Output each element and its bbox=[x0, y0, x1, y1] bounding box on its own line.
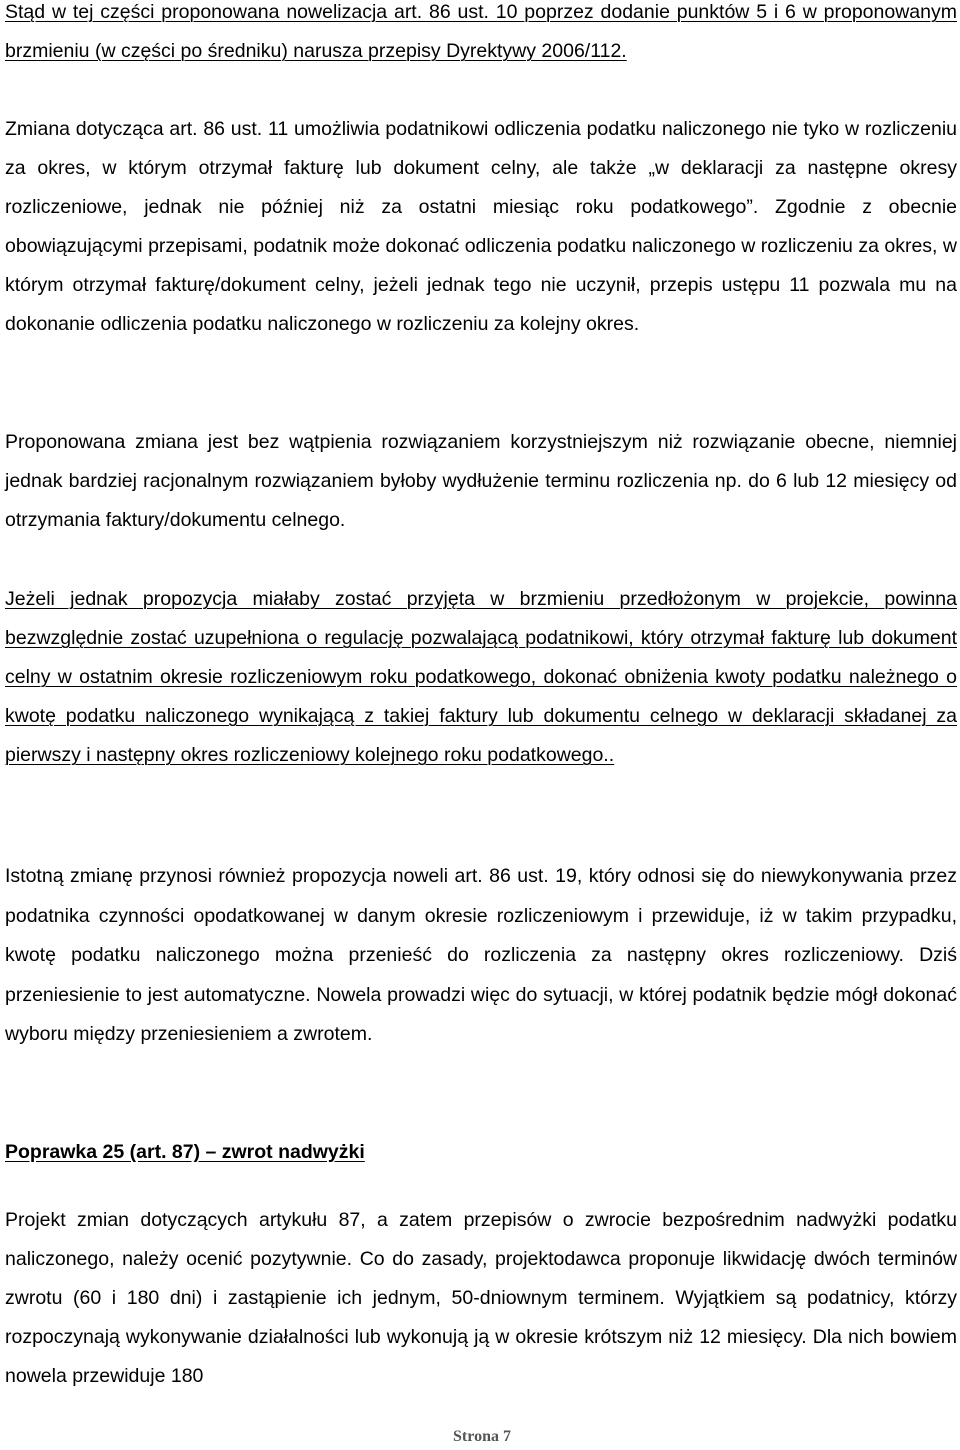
page-label: Strona bbox=[453, 1428, 499, 1445]
paragraph-art-87-refund: Projekt zmian dotyczących artykułu 87, a zatem przepisów o zwrocie bezpośrednim nadwyżki podatku naliczonego, należy ocenić pozytywnie. Co do zasady, projektodawca proponuje likwidację dwóch terminów zwrotu (60 i 180 dni) i zastąpienie ich jednym, 50-dniownym terminem. Wyjątkiem są podatnicy, którzy rozpoczynają wykonywanie działalności lub wykonują ją w okresie krótszym niż 12 miesięcy. Dla nich bowiem nowela przewiduje 180 bbox=[5, 1209, 957, 1387]
page-number: 7 bbox=[502, 1428, 511, 1445]
paragraph-art-86-ust-11: Zmiana dotycząca art. 86 ust. 11 umożliwia podatnikowi odliczenia podatku naliczonego nie tyko w rozliczeniu za okres, w którym otrzymał fakturę lub dokument celny, ale także „w deklaracji za następne okresy rozliczeniowe, jednak nie później niż za ostatni miesiąc roku podatkowego”. Zgodnie z obecnie obowiązującymi przepisami, podatnik może dokonać odliczenia podatku naliczonego w rozliczeniu za okres, w którym otrzymał fakturę/dokument celny, jeżeli jednak tego nie uczynił, przepis ustępu 11 pozwala mu na dokonanie odliczenia podatku naliczonego w rozliczeniu za kolejny okres. bbox=[5, 118, 957, 335]
paragraph-directive-violation: Stąd w tej części proponowana nowelizacja art. 86 ust. 10 poprzez dodanie punktów 5 i 6 w proponowanym brzmieniu (w części po średniku) narusza przepisy Dyrektywy 2006/112. bbox=[5, 1, 957, 62]
paragraph-proposed-change-evaluation: Proponowana zmiana jest bez wątpienia rozwiązaniem korzystniejszym niż rozwiązanie obecne, niemniej jednak bardziej racjonalnym rozwiązaniem byłoby wydłużenie terminu rozliczenia np. do 6 lub 12 miesięcy od otrzymania faktury/dokumentu celnego. bbox=[5, 431, 957, 531]
page-footer bbox=[0, 1428, 960, 1446]
paragraph-required-supplement: Jeżeli jednak propozycja miałaby zostać przyjęta w brzmieniu przedłożonym w projekcie, powinna bezwzględnie zostać uzupełniona o regulację pozwalającą podatnikowi, który otrzymał fakturę lub dokument celny w ostatnim okresie rozliczeniowym roku podatkowego, dokonać obniżenia kwoty podatku należnego o kwotę podatku naliczonego wynikającą z takiej faktury lub dokumentu celnego w deklaracji składanej za pierwszy i następny okres rozliczeniowy kolejnego roku podatkowego.. bbox=[5, 588, 957, 766]
section-heading-poprawka-25: Poprawka 25 (art. 87) – zwrot nadwyżki bbox=[5, 1141, 365, 1163]
paragraph-art-86-ust-19: Istotną zmianę przynosi również propozycja noweli art. 86 ust. 19, który odnosi się do niewykonywania przez podatnika czynności opodatkowanej w danym okresie rozliczeniowym i przewiduje, iż w takim przypadku, kwotę podatku naliczonego można przenieść do rozliczenia za następny okres rozliczeniowy. Dziś przeniesienie to jest automatyczne. Nowela prowadzi więc do sytuacji, w której podatnik będzie mógł dokonać wyboru między przeniesieniem a zwrotem. bbox=[5, 865, 957, 1045]
